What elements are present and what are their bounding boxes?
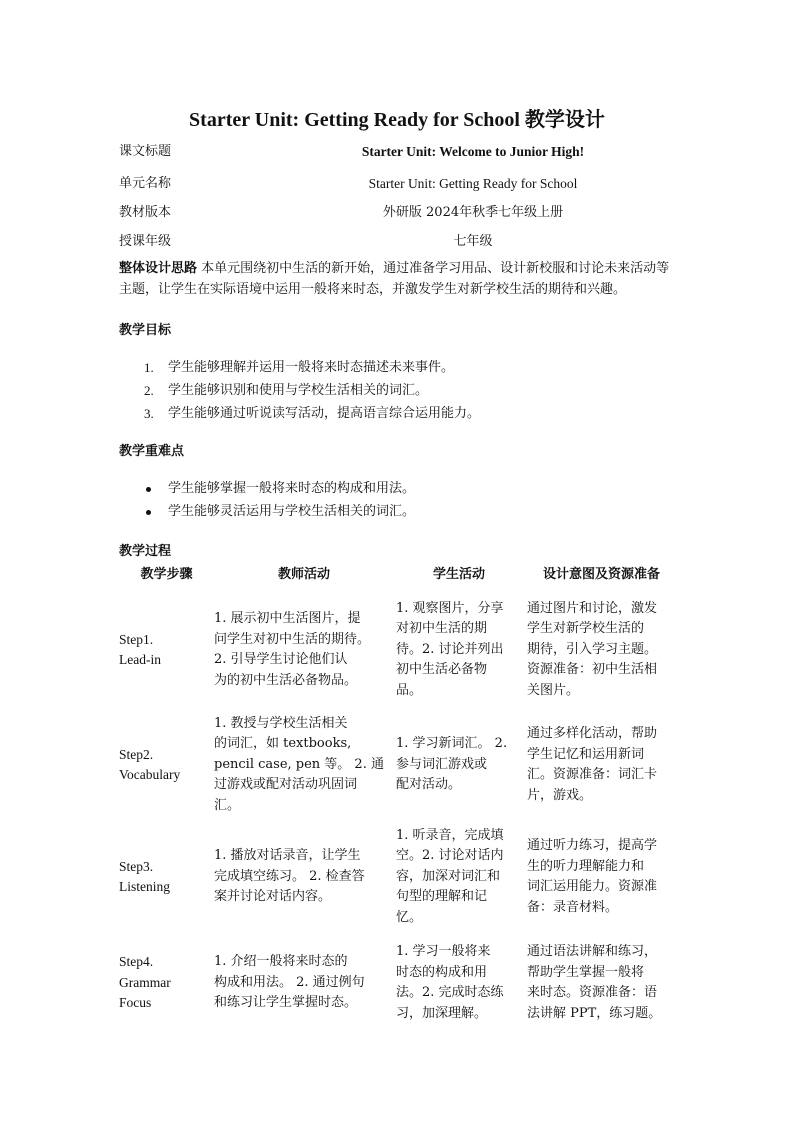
cell-line: 法。2. 完成时态练 xyxy=(396,985,504,1000)
list-text: 学生能够理解并运用一般将来时态描述未来事件。 xyxy=(168,360,455,375)
cell-line: 1. 学习一般将来 xyxy=(396,944,491,959)
cell-line: 品。 xyxy=(396,682,423,698)
cell-teacher-activity xyxy=(214,609,392,691)
list-item xyxy=(119,477,675,500)
cell-line: 生的听力理解能力和 xyxy=(527,858,645,874)
cell-line: Listening xyxy=(119,879,170,894)
column-header-step: 教学步骤 xyxy=(140,567,193,582)
cell-line: 习，加深理解。 xyxy=(396,1005,488,1021)
cell-line: 1. 介绍一般将来时态的 xyxy=(214,954,348,970)
overall-design-text: 本单元围绕初中生活的新开始，通过准备学习用品、设计新校服和讨论未来活动等主题，让学生在实际语境中运用一般将来时态，并激发学生对新学校生活的期待和兴趣。 xyxy=(119,261,670,297)
table-row xyxy=(119,933,679,1033)
cell-teacher-activity xyxy=(214,714,392,817)
bullet-icon xyxy=(146,487,151,492)
cell-line: 备：录音材料。 xyxy=(527,899,619,915)
cell-line: Lead-in xyxy=(119,652,161,667)
bullet-icon xyxy=(146,510,151,515)
column-header-teacher: 教师活动 xyxy=(277,567,330,582)
cell-line: 案并讨论对话内容。 xyxy=(214,889,332,905)
cell-line: 忆。 xyxy=(396,909,423,925)
cell-line: 参与词汇游戏或 xyxy=(396,756,488,772)
cell-line: 过游戏或配对活动巩固词 xyxy=(214,777,358,793)
column-header-intent: 设计意图及资源准备 xyxy=(542,567,660,582)
cell-step xyxy=(119,952,211,1014)
cell-line: 完成填空练习。 2. 检查答 xyxy=(214,868,365,884)
cell-line: 通过图片和讨论，激发 xyxy=(527,600,658,616)
meta-row-edition xyxy=(119,203,677,223)
cell-line: 时态的构成和用 xyxy=(396,964,488,980)
overall-design-label: 整体设计思路 xyxy=(119,261,198,276)
cell-line: 词汇运用能力。资源准 xyxy=(527,879,658,894)
cell-line: 资源准备：初中生活相 xyxy=(527,662,658,678)
column-header-student: 学生活动 xyxy=(432,567,485,582)
cell-step xyxy=(119,630,211,671)
list-text: 学生能够灵活运用与学校生活相关的词汇。 xyxy=(168,504,416,519)
meta-value: 七年级 xyxy=(453,234,493,249)
cell-line: 1. 观察图片，分享 xyxy=(396,600,504,616)
list-text: 学生能够识别和使用与学校生活相关的词汇。 xyxy=(168,383,429,398)
meta-row-grade xyxy=(119,232,677,252)
cell-line: 帮助学生掌握一般将 xyxy=(527,964,645,980)
list-item xyxy=(119,356,675,379)
cell-line: Grammar xyxy=(119,974,171,990)
key-points-heading: 教学重难点 xyxy=(119,444,185,459)
meta-label: 教材版本 xyxy=(119,205,172,220)
cell-line: 通过多样化活动，帮助 xyxy=(527,726,658,741)
cell-design-intent xyxy=(527,724,677,806)
cell-line: 1. 教授与学校生活相关 xyxy=(214,715,348,731)
cell-line: 构成和用法。 2. 通过例句 xyxy=(214,974,365,990)
cell-line: 的词汇，如 textbooks, xyxy=(214,736,352,752)
cell-line: 对初中生活的期 xyxy=(396,621,488,637)
list-number: 3. xyxy=(144,406,154,421)
table-row xyxy=(119,822,679,932)
cell-line: 配对活动。 xyxy=(396,777,462,793)
meta-row-unit-name xyxy=(119,174,677,194)
cell-design-intent xyxy=(527,836,677,918)
cell-line: 和练习让学生掌握时态。 xyxy=(214,995,358,1011)
cell-line: 来时态。资源准备：语 xyxy=(527,985,658,1000)
meta-label: 单元名称 xyxy=(119,176,172,191)
meta-value: 外研版 2024年秋季七年级上册 xyxy=(382,205,564,220)
meta-row-lesson-title xyxy=(119,142,677,162)
table-row xyxy=(119,595,679,705)
cell-line: 通过语法讲解和练习， xyxy=(527,944,658,959)
cell-line: 1. 学习新词汇。 2. xyxy=(396,736,508,752)
cell-line: 容，加深对词汇和 xyxy=(396,868,501,884)
cell-line: Step2. xyxy=(119,746,154,762)
cell-line: 2. 引导学生讨论他们认 xyxy=(214,652,348,667)
process-heading: 教学过程 xyxy=(119,544,172,559)
cell-line: 空。2. 讨论对话内 xyxy=(396,848,504,864)
list-item xyxy=(119,379,675,402)
cell-line: 1. 展示初中生活图片，提 xyxy=(214,611,361,626)
table-header xyxy=(119,563,679,587)
cell-line: 为的初中生活必备物品。 xyxy=(214,672,358,688)
cell-line: 汇。资源准备：词汇卡 xyxy=(527,767,658,782)
cell-line: 句型的理解和记 xyxy=(396,889,488,905)
cell-line: 学生记忆和运用新词 xyxy=(527,746,645,762)
cell-student-activity xyxy=(396,942,522,1024)
cell-line: Focus xyxy=(119,995,152,1011)
overall-design-paragraph xyxy=(119,259,675,300)
cell-line: 片，游戏。 xyxy=(527,787,593,803)
cell-line: 法讲解 PPT，练习题。 xyxy=(527,1005,662,1021)
meta-label: 课文标题 xyxy=(119,144,172,159)
cell-line: 初中生活必备物 xyxy=(396,662,488,678)
cell-line: 问学生对初中生活的期待。 xyxy=(214,631,371,647)
document-title: Starter Unit: Getting Ready for School 教学设计 xyxy=(189,109,605,131)
list-number: 2. xyxy=(144,383,154,398)
objectives-heading: 教学目标 xyxy=(119,323,172,338)
cell-line: Step3. xyxy=(119,858,154,874)
cell-line: 关图片。 xyxy=(527,682,580,698)
list-number: 1. xyxy=(144,360,154,375)
cell-line: 1. 播放对话录音，让学生 xyxy=(214,848,361,864)
cell-line: 1. 听录音，完成填 xyxy=(396,827,504,843)
cell-teacher-activity xyxy=(214,846,392,908)
cell-step xyxy=(119,857,211,898)
list-item xyxy=(119,500,675,523)
cell-design-intent xyxy=(527,599,677,702)
key-points-list xyxy=(119,477,675,523)
list-text: 学生能够通过听说读写活动，提高语言综合运用能力。 xyxy=(168,406,481,421)
cell-line: pencil case, pen 等。 2. 通 xyxy=(214,756,384,772)
cell-teacher-activity xyxy=(214,952,392,1014)
meta-value: Starter Unit: Welcome to Junior High! xyxy=(361,144,585,159)
meta-label: 授课年级 xyxy=(119,234,172,249)
cell-line: 通过听力练习，提高学 xyxy=(527,838,658,853)
cell-line: 期待，引入学习主题。 xyxy=(527,641,658,657)
cell-line: 学生对新学校生活的 xyxy=(527,621,645,637)
cell-design-intent xyxy=(527,942,677,1024)
cell-student-activity xyxy=(396,734,522,796)
table-row xyxy=(119,710,679,820)
meta-value: Starter Unit: Getting Ready for School xyxy=(368,176,578,191)
objectives-list xyxy=(119,356,675,425)
cell-step xyxy=(119,745,211,786)
cell-line: Step1. xyxy=(119,631,154,647)
cell-line: 待。2. 讨论并列出 xyxy=(396,641,504,657)
cell-line: Vocabulary xyxy=(119,767,181,782)
cell-student-activity xyxy=(396,826,522,929)
list-text: 学生能够掌握一般将来时态的构成和用法。 xyxy=(168,481,416,496)
list-item xyxy=(119,402,675,425)
cell-line: Step4. xyxy=(119,954,154,970)
cell-line: 汇。 xyxy=(214,797,241,813)
cell-student-activity xyxy=(396,599,522,702)
